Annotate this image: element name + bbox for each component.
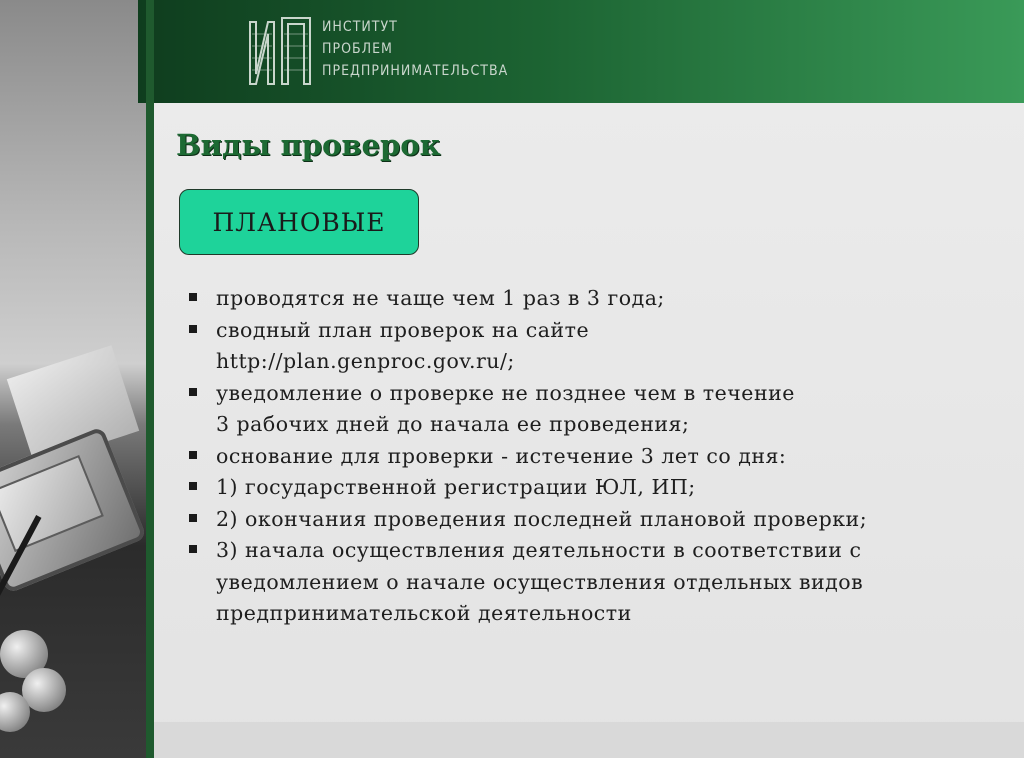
bullet-list (186, 283, 1006, 630)
institute-logo-icon (246, 14, 314, 86)
bullet-text: проводятся не чаще чем 1 раз в 3 года; (216, 286, 665, 310)
bullet-item (186, 504, 1006, 536)
bullet-item (186, 472, 1006, 504)
square-bullet-icon (189, 451, 197, 459)
square-bullet-icon (189, 545, 197, 553)
square-bullet-icon (189, 514, 197, 522)
bullet-text: уведомление о проверке не позднее чем в течение (216, 380, 795, 405)
institute-logo-text (322, 16, 508, 82)
bullet-text: 3 рабочих дней до начала ее проведения; (216, 412, 690, 436)
bottom-band (154, 722, 1024, 758)
bullet-text: 3) начала осуществления деятельности в соответствии с (216, 538, 862, 562)
square-bullet-icon (189, 293, 197, 301)
photo-pda-screen (0, 455, 104, 552)
bullet-item (186, 315, 1006, 378)
bullet-text: 1) государственной регистрации ЮЛ, ИП; (216, 475, 696, 499)
bullet-item (186, 378, 1006, 441)
photo-pda-device (0, 426, 146, 593)
bullet-text: 2) окончания проведения последней плановой проверки; (216, 506, 868, 531)
logo-text-line: ИНСТИТУТ (322, 19, 398, 35)
bullet-item (186, 441, 1006, 473)
square-bullet-icon (189, 388, 197, 396)
square-bullet-icon (189, 325, 197, 333)
bullet-text: основание для проверки - истечение 3 лет со дня: (216, 443, 787, 468)
bullet-text: уведомлением о начале осуществления отдельных видов (216, 569, 864, 594)
category-badge: ПЛАНОВЫЕ (179, 189, 419, 255)
square-bullet-icon (189, 482, 197, 490)
bullet-text: сводный план проверок на сайте (216, 317, 590, 342)
bullet-text: предпринимательской деятельности (216, 601, 632, 625)
slide-title: Виды проверок (176, 128, 441, 162)
bullet-item (186, 283, 1006, 315)
green-vertical-stripe (146, 0, 154, 758)
header-bar (138, 0, 1024, 103)
decorative-photo (0, 0, 146, 758)
logo-text-line: ПРЕДПРИНИМАТЕЛЬСТВА (322, 63, 509, 79)
bullet-text: http://plan.genproc.gov.ru/; (216, 349, 515, 373)
bullet-item (186, 535, 1006, 630)
logo-text-line: ПРОБЛЕМ (322, 41, 393, 57)
